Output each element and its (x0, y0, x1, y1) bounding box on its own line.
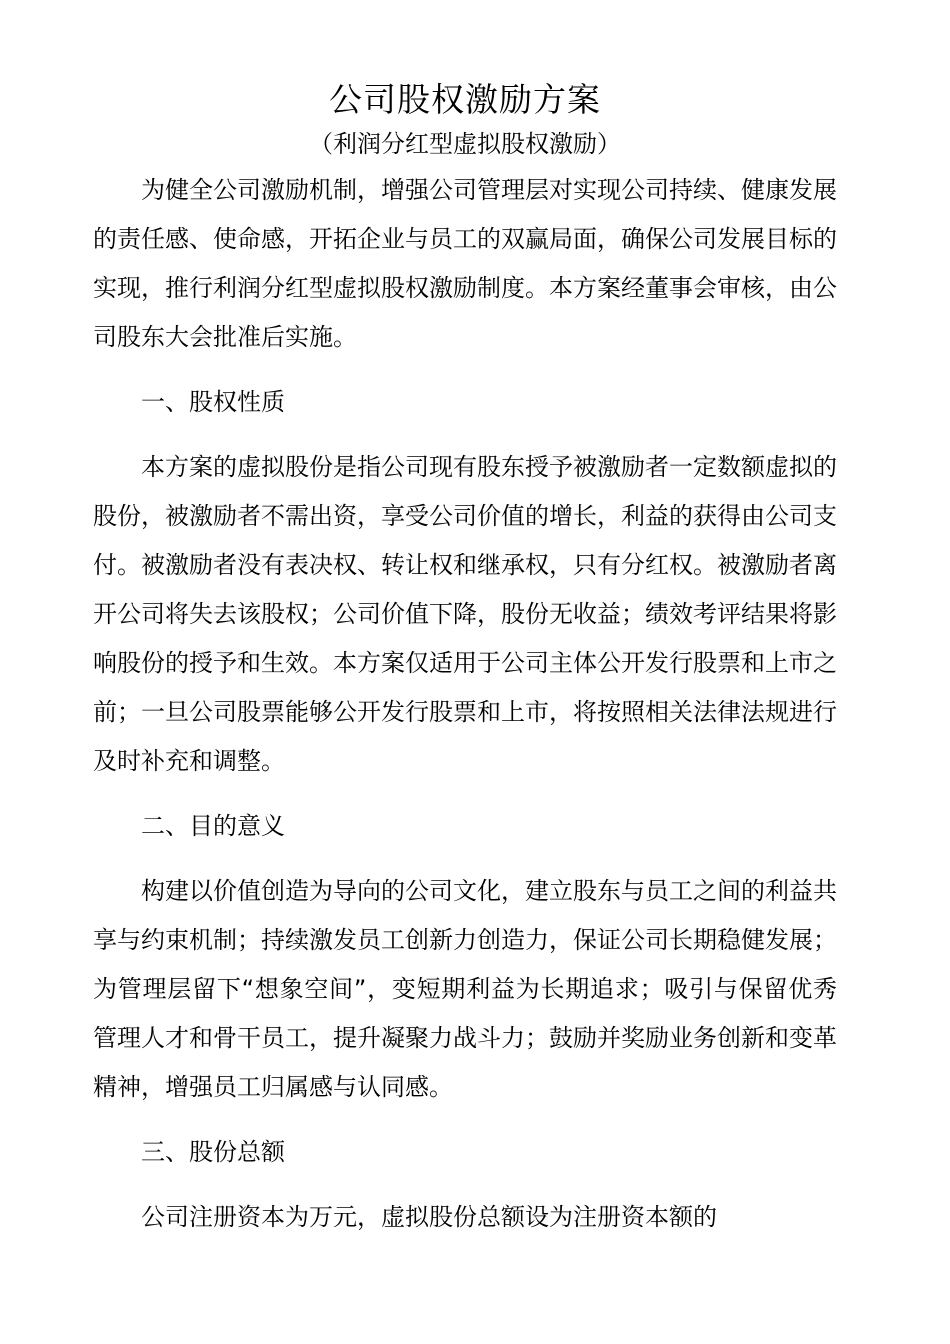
spacer (93, 1112, 837, 1128)
section-body-total-shares: 公司注册资本为万元，虚拟股份总额设为注册资本额的 (141, 1203, 717, 1231)
section-body-nature: 本方案的虚拟股份是指公司现有股东授予被激励者一定数额虚拟的股份，被激励者不需出资，享受公司价值的增长，利益的获得由公司支付。被激励者没有表决权、转让权和继承权，只有分红权。被激励者离开公司将失去该股权；公司价值下降，股份无收益；绩效考评结果将影响股份的授予和生效。本方案仅适用于公司主体公开发行股票和上市之前；一旦公司股票能够公开发行股票和上市，将按照相关法律法规进行及时补充和调整。 (93, 453, 837, 775)
spacer (93, 851, 837, 867)
spacer (93, 786, 837, 802)
spacer (93, 1177, 837, 1193)
section-heading-purpose: 二、目的意义 (141, 812, 285, 840)
document-subtitle: （利润分红型虚拟股权激励） (309, 130, 621, 158)
document-page (93, 78, 837, 1242)
spacer (93, 362, 837, 378)
section-heading-total-shares: 三、股份总额 (141, 1138, 285, 1166)
document-title: 公司股权激励方案 (329, 80, 601, 119)
section-heading-nature: 一、股权性质 (141, 388, 285, 416)
spacer (93, 427, 837, 443)
intro-paragraph: 为健全公司激励机制，增强公司管理层对实现公司持续、健康发展的责任感、使命感，开拓企业与员工的双赢局面，确保公司发展目标的实现，推行利润分红型虚拟股权激励制度。本方案经董事会审核，由公司股东大会批准后实施。 (93, 176, 837, 351)
section-body-purpose: 构建以价值创造为导向的公司文化，建立股东与员工之间的利益共享与约束机制；持续激发员工创新力创造力，保证公司长期稳健发展；为管理层留下“想象空间”，变短期利益为长期追求；吸引与保留优秀管理人才和骨干员工，提升凝聚力战斗力；鼓励并奖励业务创新和变革精神，增强员工归属感与认同感。 (93, 877, 837, 1101)
